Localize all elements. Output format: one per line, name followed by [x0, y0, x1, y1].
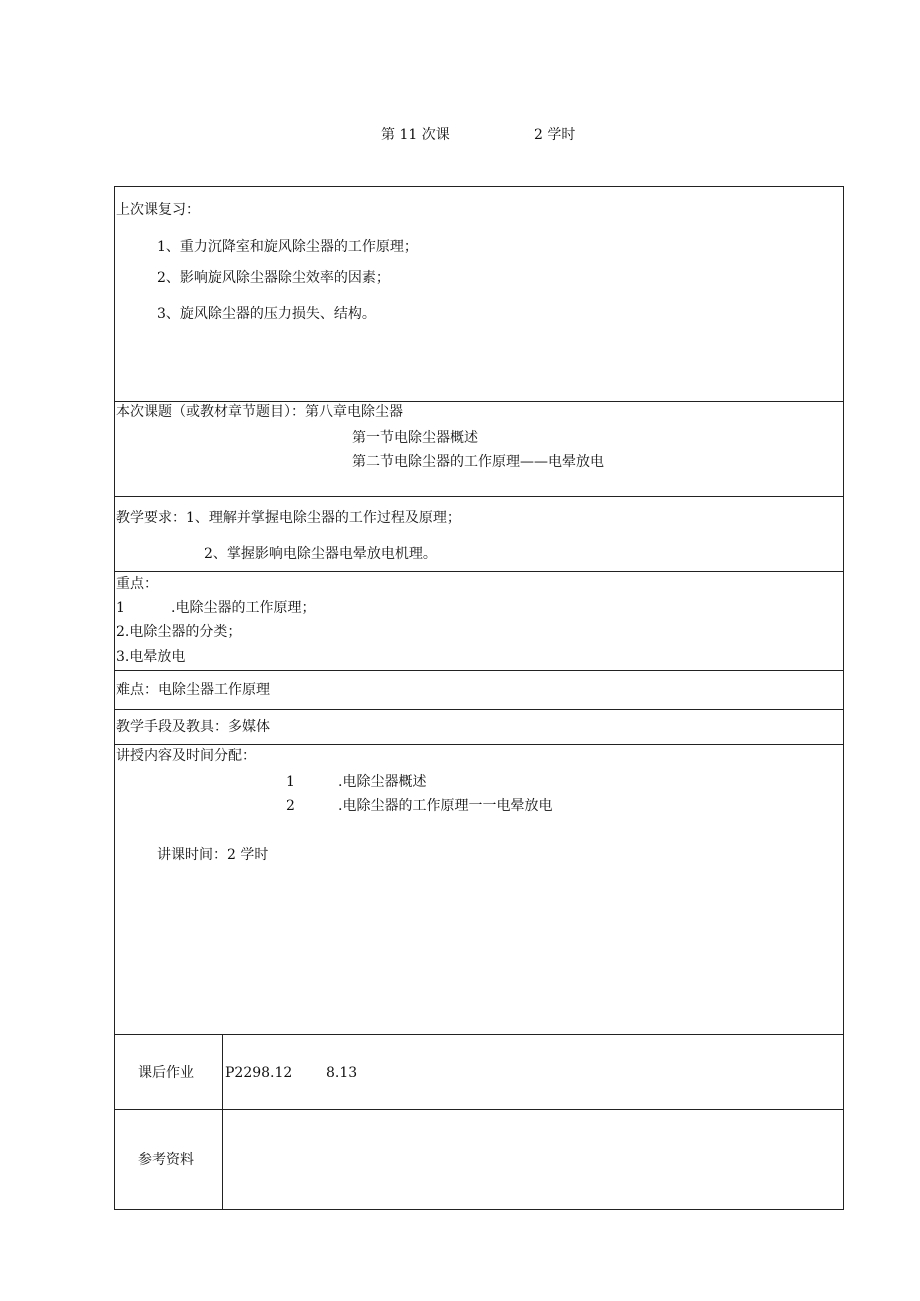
teaching-methods: 教学手段及教具：多媒体	[116, 719, 270, 735]
lesson-number: 第 11 次课	[381, 127, 450, 143]
content-item-text: .电除尘器的工作原理一一电晕放电	[338, 798, 553, 814]
content-item-number: 2	[286, 798, 295, 814]
row-divider	[114, 709, 844, 710]
row-divider	[114, 571, 844, 572]
difficulty: 难点：电除尘器工作原理	[116, 682, 270, 698]
row-divider	[114, 744, 844, 745]
topic-line: 第二节电除尘器的工作原理——电晕放电	[352, 454, 604, 470]
content-item-number: 1	[286, 774, 295, 790]
references-label: 参考资料	[138, 1152, 194, 1168]
key-point-text: .电除尘器的工作原理；	[171, 600, 316, 616]
lesson-plan-table	[114, 186, 844, 1210]
row-divider	[114, 670, 844, 671]
homework-label: 课后作业	[138, 1065, 194, 1081]
key-point-text: 2.电除尘器的分类；	[116, 624, 242, 640]
content-label: 讲授内容及时间分配：	[116, 748, 256, 764]
topic-line: 第一节电除尘器概述	[352, 430, 478, 446]
review-label: 上次课复习：	[116, 202, 200, 218]
requirements-line: 2、掌握影响电除尘器电晕放电机理。	[204, 546, 437, 562]
homework-value: P2298.12	[225, 1065, 293, 1081]
review-item: 3、旋风除尘器的压力损失、结构。	[157, 306, 376, 322]
review-item: 2、影响旋风除尘器除尘效率的因素；	[157, 270, 390, 286]
key-point-number: 1	[116, 600, 125, 616]
row-divider	[114, 1034, 844, 1035]
row-divider	[114, 496, 844, 497]
lesson-hours: 2 学时	[534, 127, 576, 143]
topic-label: 本次课题（或教材章节题目）：第八章电除尘器	[116, 404, 403, 420]
lecture-time: 讲课时间：2 学时	[157, 847, 269, 863]
key-point-text: 3.电晕放电	[116, 649, 186, 665]
review-item: 1、重力沉降室和旋风除尘器的工作原理；	[157, 239, 418, 255]
row-divider	[114, 1109, 844, 1110]
row-divider	[114, 401, 844, 402]
requirements-label: 教学要求：1、理解并掌握电除尘器的工作过程及原理；	[116, 510, 461, 526]
content-item-text: .电除尘器概述	[338, 774, 427, 790]
key-points-label: 重点：	[116, 576, 158, 592]
homework-value: 8.13	[326, 1065, 358, 1081]
column-divider	[222, 1034, 223, 1210]
